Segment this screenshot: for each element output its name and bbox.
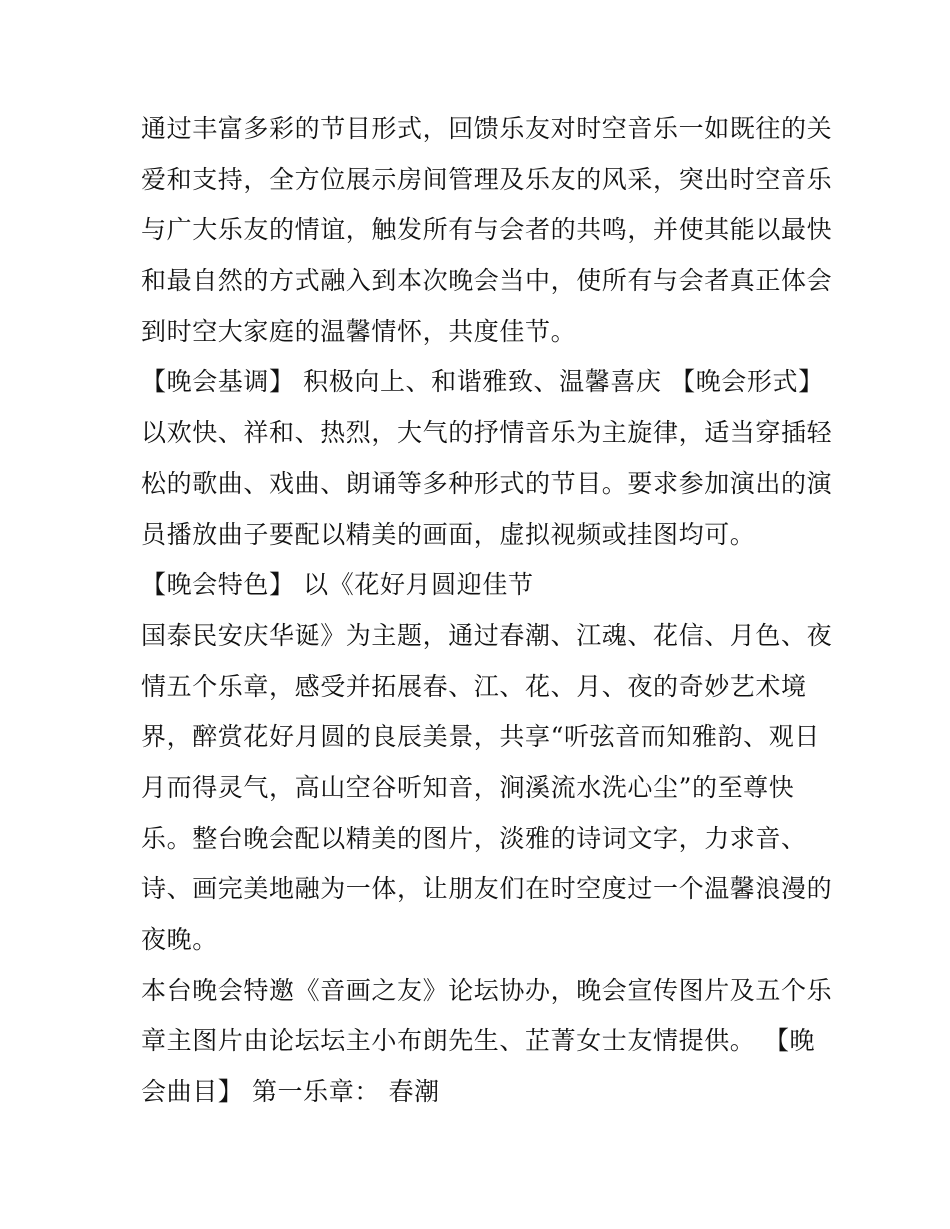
text-line: 会曲目】 第一乐章： 春潮: [141, 1077, 440, 1107]
text-line: 夜晚。: [141, 925, 218, 954]
text-line: 本台晚会特邀《音画之友》论坛协办，晚会宣传图片及五个乐: [141, 975, 833, 1005]
text-line: 界，醉赏花好月圆的良辰美景，共享“听弦音而知雅韵、观日: [141, 722, 820, 752]
text-line: 员播放曲子要配以精美的画面，虚拟视频或挂图均可。: [141, 519, 756, 549]
text-line: 和最自然的方式融入到本次晚会当中，使所有与会者真正体会: [141, 266, 833, 296]
document-body: [141, 104, 833, 1118]
text-line: 国泰民安庆华诞》为主题，通过春潮、江魂、花信、月色、夜: [141, 620, 833, 650]
text-line: 章主图片由论坛坛主小布朗先生、芷菁女士友情提供。 【晚: [141, 1026, 816, 1056]
text-line: 【晚会特色】 以《花好月圆迎佳节: [141, 570, 534, 600]
text-line: 【晚会基调】 积极向上、和谐雅致、温馨喜庆 【晚会形式】: [141, 367, 824, 397]
text-line: 月而得灵气，高山空谷听知音，涧溪流水洗心尘”的至尊快: [141, 772, 795, 802]
text-line: 与广大乐友的情谊，触发所有与会者的共鸣，并使其能以最快: [141, 215, 833, 245]
text-line: 诗、画完美地融为一体，让朋友们在时空度过一个温馨浪漫的: [141, 874, 833, 904]
text-line: 到时空大家庭的温馨情怀，共度佳节。: [141, 316, 577, 346]
text-line: 乐。整台晚会配以精美的图片，淡雅的诗词文字，力求音、: [141, 823, 807, 853]
text-line: 通过丰富多彩的节目形式，回馈乐友对时空音乐一如既往的关: [141, 114, 833, 143]
text-line: 爱和支持，全方位展示房间管理及乐友的风采，突出时空音乐: [141, 164, 833, 194]
text-line: 情五个乐章，感受并拓展春、江、花、月、夜的奇妙艺术境: [141, 671, 807, 701]
text-line: 以欢快、祥和、热烈，大气的抒情音乐为主旋律，适当穿插轻: [141, 418, 833, 448]
text-line: 松的歌曲、戏曲、朗诵等多种形式的节目。要求参加演出的演: [141, 468, 833, 498]
